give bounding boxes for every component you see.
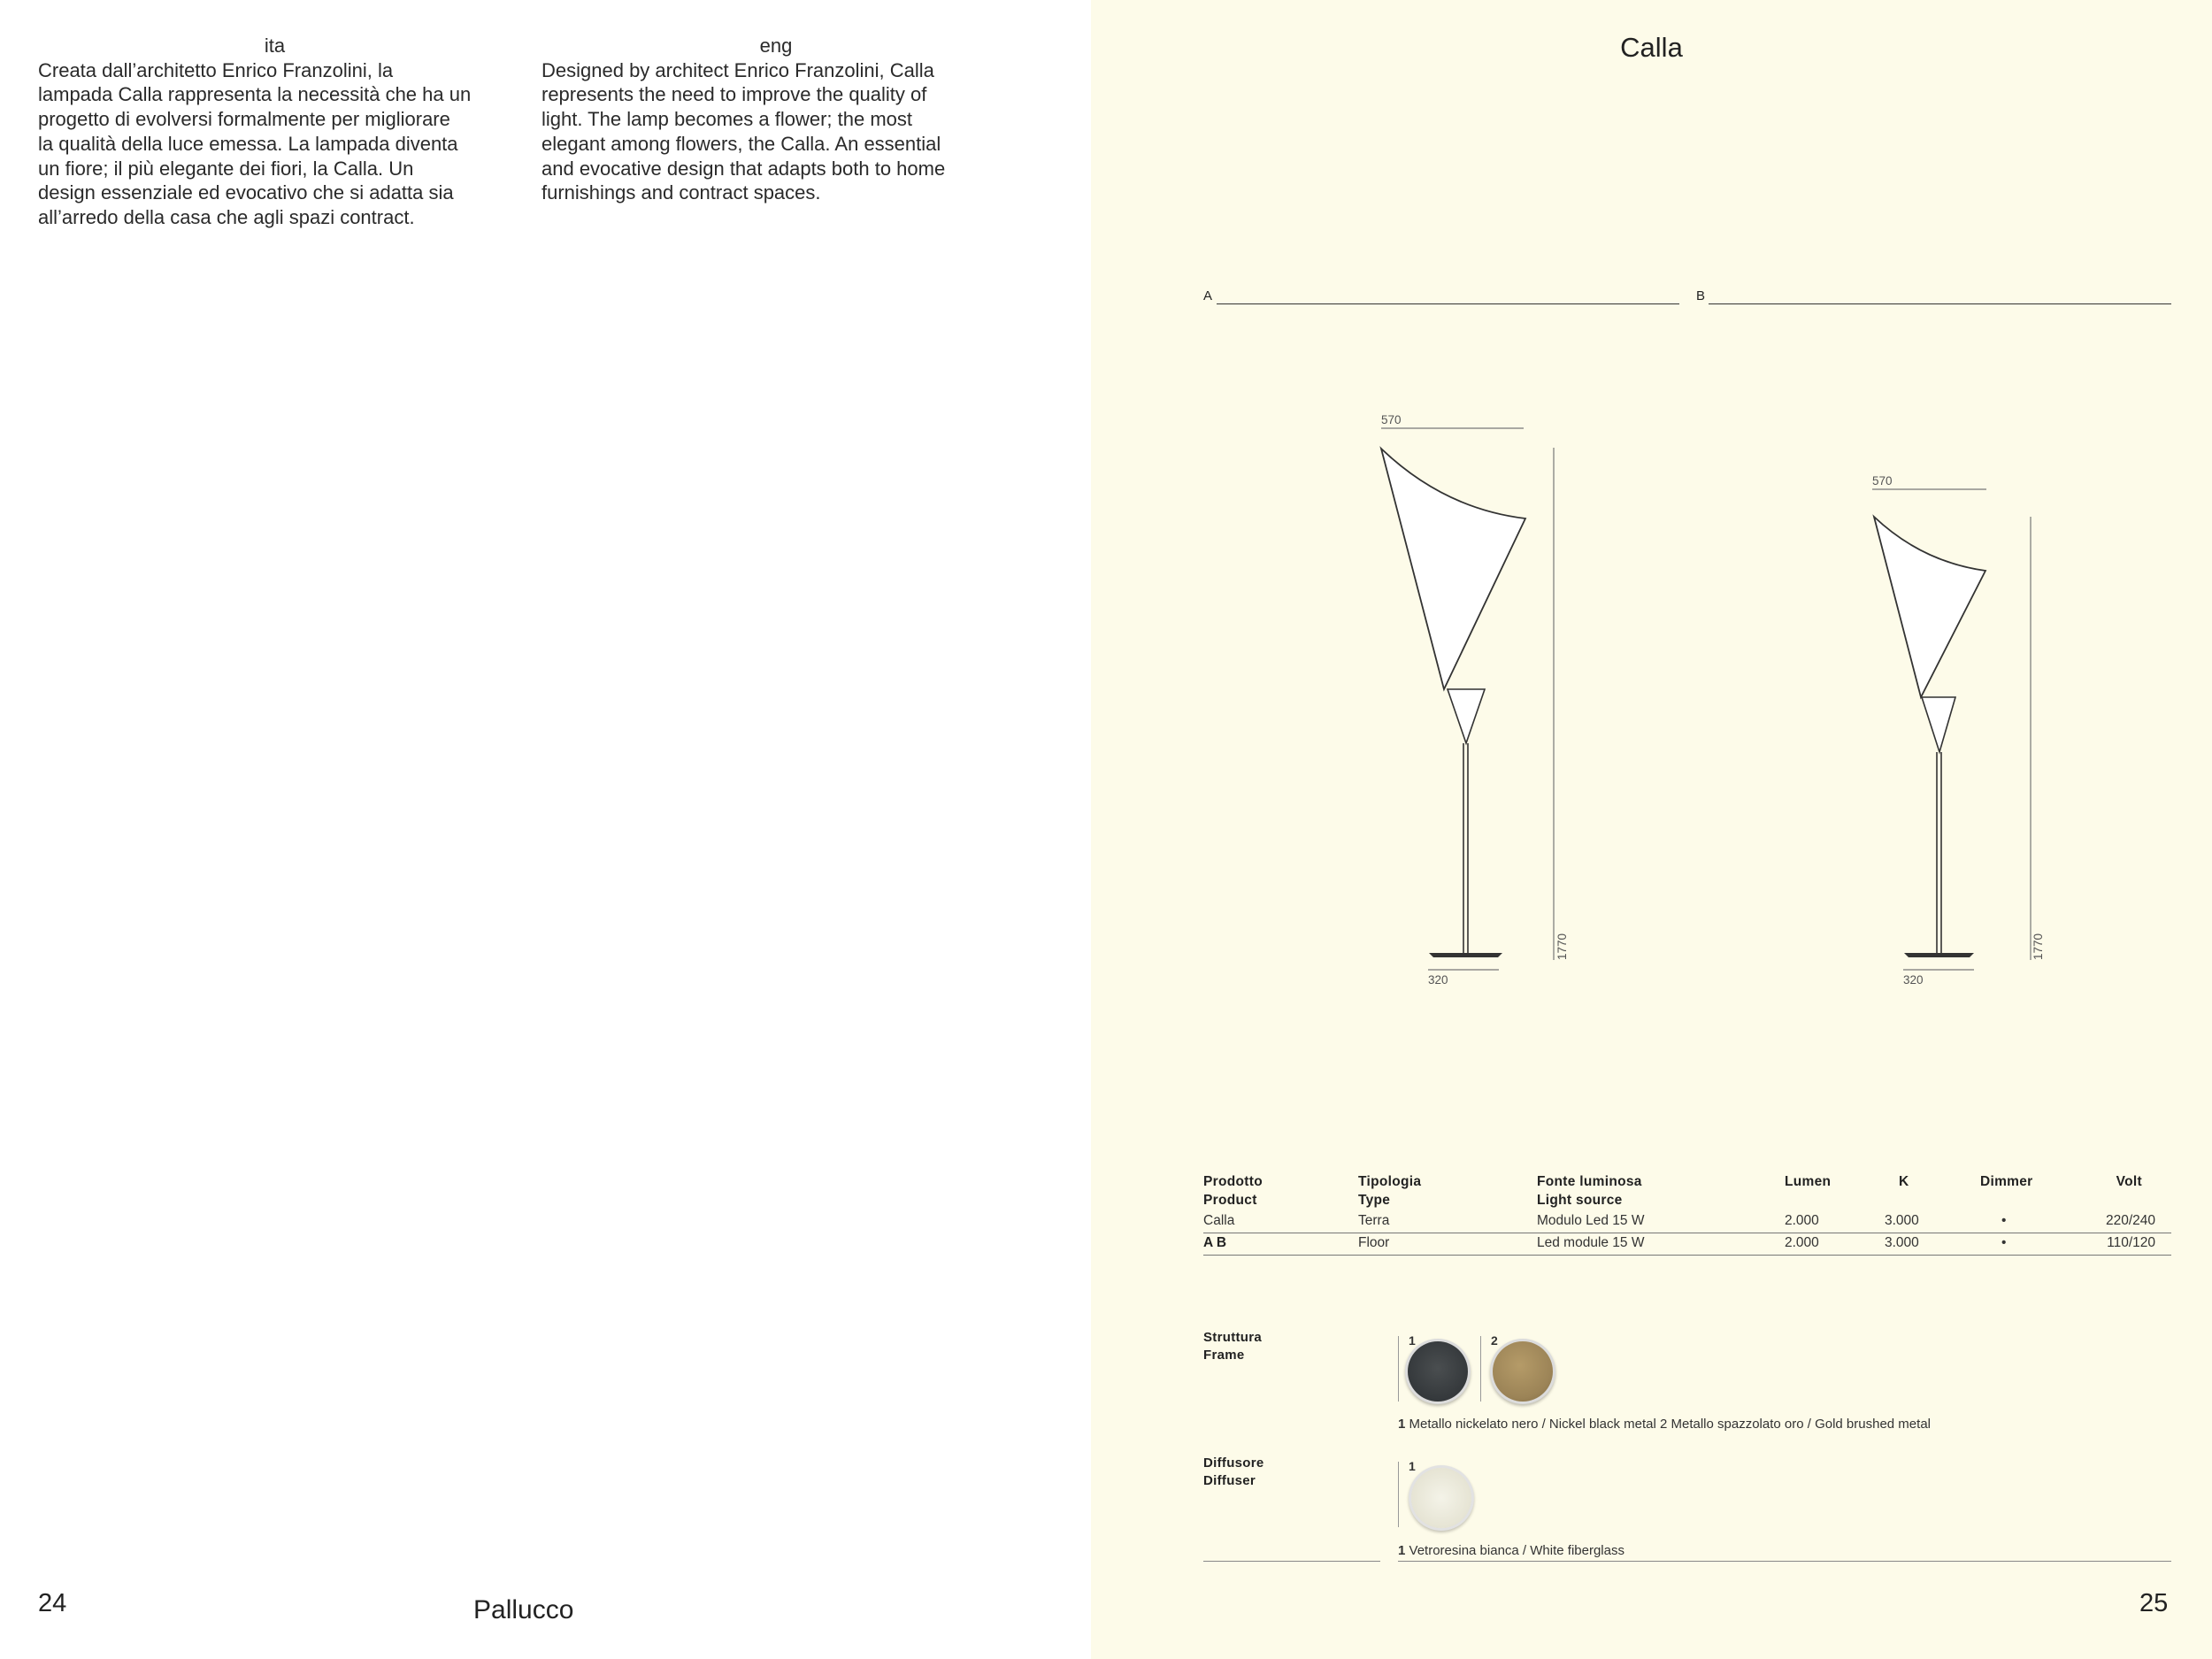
eng-line: Designed by architect Enrico Franzolini, Calla — [541, 58, 934, 81]
ita-line: lampada Calla rappresenta la necessità che ha un — [38, 83, 472, 106]
frame-caption-num-2: 2 — [1659, 1417, 1668, 1432]
table-row — [1203, 1213, 2171, 1233]
lamp-cone-b — [1922, 697, 1955, 752]
frame-label-it: Struttura — [1203, 1330, 1263, 1345]
diffuser-caption-text: Vetroresina bianca / White fiberglass — [1409, 1543, 1624, 1558]
section-label-a: A — [1203, 288, 1213, 303]
diffuser-label — [1203, 1455, 1264, 1490]
language-label-ita: ita — [264, 35, 286, 57]
cell-product: A B — [1203, 1235, 1227, 1250]
dimension-width-a: 570 — [1381, 413, 1402, 426]
frame-label-en: Frame — [1203, 1348, 1245, 1363]
ita-line: un fiore; il più elegante dei fiori, la Calla. Un — [38, 157, 414, 180]
italian-text-column — [38, 34, 511, 230]
ita-line: la qualità della luce emessa. La lampada diventa — [38, 132, 458, 155]
bottom-rule-right — [1398, 1561, 2171, 1562]
table-row — [1203, 1235, 2171, 1256]
cell-k: 3.000 — [1885, 1235, 1919, 1250]
lamp-drawing-b — [1872, 474, 2045, 987]
diffuser-swatch-number: 1 — [1409, 1459, 1416, 1473]
frame-label — [1203, 1329, 1262, 1364]
dimension-base-b: 320 — [1903, 973, 1924, 987]
cell-k: 3.000 — [1885, 1213, 1919, 1228]
brand-name: Pallucco — [473, 1595, 574, 1624]
frame-swatch-number: 2 — [1491, 1333, 1498, 1348]
ita-line: design essenziale ed evocativo che si adatta sia — [38, 181, 454, 204]
language-label-eng: eng — [759, 35, 793, 57]
swatch-divider — [1480, 1336, 1481, 1402]
cell-type: Terra — [1358, 1213, 1390, 1228]
ita-line: all’arredo della casa che agli spazi contract. — [38, 205, 415, 228]
frame-caption-num-1: 1 — [1398, 1417, 1406, 1432]
bottom-rule-left — [1203, 1561, 1380, 1562]
product-title: Calla — [1620, 32, 1683, 63]
header-light-source-en: Light source — [1537, 1192, 1623, 1208]
section-label-b: B — [1696, 288, 1706, 303]
cell-product: Calla — [1203, 1213, 1235, 1228]
frame-swatch-number: 1 — [1409, 1333, 1416, 1348]
swatch-divider — [1398, 1336, 1399, 1402]
cell-dimmer: • — [2001, 1235, 2007, 1250]
dimension-height-a: 1770 — [1555, 933, 1569, 960]
page-number-right: 25 — [2139, 1589, 2169, 1617]
header-type-en: Type — [1358, 1192, 1391, 1208]
ita-line: Creata dall’architetto Enrico Franzolini, la — [38, 58, 394, 81]
cell-light-source: Led module 15 W — [1537, 1235, 1645, 1250]
lamp-cone-a — [1448, 689, 1485, 743]
frame-caption — [1398, 1417, 1931, 1432]
lamp-technical-drawings — [1091, 0, 2212, 1659]
cell-dimmer: • — [2001, 1213, 2007, 1228]
header-volt: Volt — [2116, 1174, 2142, 1189]
spec-table — [1203, 1174, 2171, 1256]
dimension-base-a: 320 — [1428, 973, 1448, 987]
header-lumen: Lumen — [1785, 1174, 1832, 1189]
header-light-source: Fonte luminosa — [1537, 1174, 1642, 1189]
english-text-column — [541, 34, 1010, 205]
frame-swatch-nickel-black — [1408, 1341, 1468, 1402]
eng-line: elegant among flowers, the Calla. An essential — [541, 132, 941, 155]
table-header-row-en — [1203, 1193, 2171, 1211]
cell-light-source: Modulo Led 15 W — [1537, 1213, 1645, 1228]
lamp-base-b — [1904, 953, 1974, 957]
header-type: Tipologia — [1358, 1174, 1422, 1189]
eng-line: represents the need to improve the quality of — [541, 83, 927, 106]
ita-line: progetto di evolversi formalmente per migliorare — [38, 108, 450, 131]
eng-line: light. The lamp becomes a flower; the most — [541, 108, 913, 131]
header-product: Prodotto — [1203, 1174, 1263, 1189]
lamp-shade-b — [1874, 517, 1985, 697]
cell-type: Floor — [1358, 1235, 1390, 1250]
cell-volt: 110/120 — [2107, 1235, 2155, 1250]
page-number-left: 24 — [38, 1589, 67, 1617]
diffuser-label-it: Diffusore — [1203, 1455, 1264, 1471]
frame-caption-text-1: Metallo nickelato nero / Nickel black metal — [1409, 1417, 1656, 1432]
swatch-divider — [1398, 1462, 1399, 1527]
diffuser-caption-num: 1 — [1398, 1543, 1406, 1558]
eng-line: furnishings and contract spaces. — [541, 181, 821, 204]
dimension-width-b: 570 — [1872, 474, 1893, 488]
frame-caption-text-2: Metallo spazzolato oro / Gold brushed metal — [1671, 1417, 1931, 1432]
lamp-drawing-a — [1381, 413, 1569, 987]
dimension-height-b: 1770 — [2032, 933, 2045, 960]
lamp-base-a — [1429, 953, 1502, 957]
header-dimmer: Dimmer — [1980, 1174, 2033, 1189]
cell-lumen: 2.000 — [1785, 1213, 1819, 1228]
lamp-shade-a — [1381, 449, 1525, 689]
diffuser-caption — [1398, 1543, 1624, 1558]
frame-swatch-gold-brushed — [1493, 1341, 1553, 1402]
eng-line: and evocative design that adapts both to home — [541, 157, 946, 180]
header-k: K — [1899, 1174, 1909, 1189]
diffuser-swatch-white-fiberglass — [1411, 1468, 1471, 1528]
table-header-row-it — [1203, 1174, 2171, 1193]
diffuser-label-en: Diffuser — [1203, 1473, 1256, 1488]
cell-lumen: 2.000 — [1785, 1235, 1819, 1250]
header-product-en: Product — [1203, 1192, 1257, 1208]
left-page — [0, 0, 1091, 1659]
cell-volt: 220/240 — [2105, 1213, 2155, 1228]
